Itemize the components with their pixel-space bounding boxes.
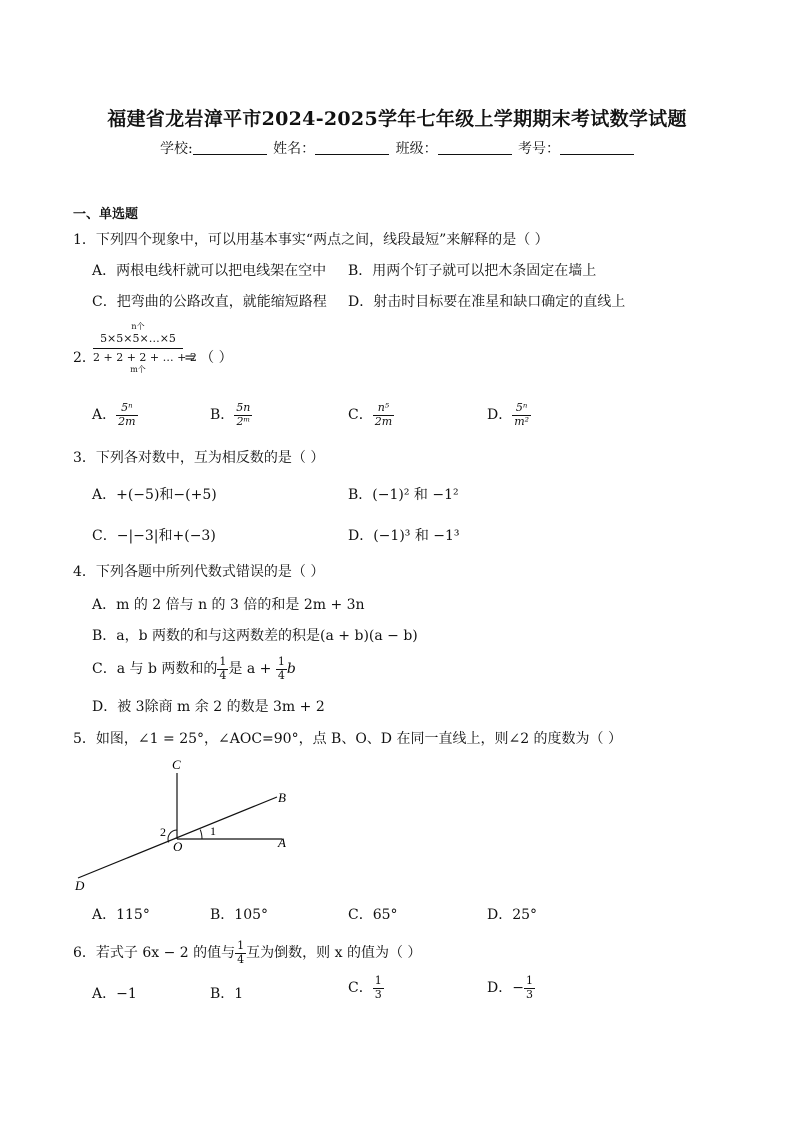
class-label: 班级： xyxy=(395,141,438,157)
q2-numerator-brace-label: n个 xyxy=(131,322,145,331)
q1-option-a: A．两根电线杆就可以把电线架在空中 xyxy=(92,263,327,279)
label-d: D xyxy=(75,878,85,893)
q4-option-b: B．a，b 两数的和与这两数差的积是(a + b)(a − b) xyxy=(92,628,418,644)
question-stem: 下列各题中所列代数式错误的是（ ） xyxy=(95,564,325,580)
school-label: 学校: xyxy=(159,141,193,157)
question-number: 3． xyxy=(73,450,96,466)
page-title: 福建省龙岩漳平市2024-2025学年七年级上学期期末考试数学试题 xyxy=(107,108,687,130)
school-blank xyxy=(193,140,267,155)
q3-option-a: A．+(−5)和−(+5) xyxy=(92,487,217,503)
q5-option-d: D．25° xyxy=(487,907,538,923)
question-number: 5． xyxy=(73,731,96,747)
q2-option-c: C． $\frac{\text{n⁵}}{2m}$ xyxy=(348,401,393,428)
question-2-number: 2． xyxy=(73,350,96,366)
question-3 xyxy=(73,447,324,467)
question-number: 1． xyxy=(73,232,96,248)
label-a: A xyxy=(278,835,286,850)
q3-option-d: D．(−1)³ 和 −1³ xyxy=(348,528,460,544)
q2-fraction xyxy=(93,322,197,375)
label-o: O xyxy=(173,839,183,854)
q2-numerator: 5×5×5×…×5 xyxy=(93,332,183,349)
q2-option-a: A． $\frac{\text{5ⁿ}}{2m}$ xyxy=(92,401,136,428)
q1-option-b: B．用两个钉子就可以把木条固定在墙上 xyxy=(348,263,597,279)
q3-option-b: B．(−1)² 和 −1² xyxy=(348,487,459,503)
question-5 xyxy=(73,728,622,748)
q1-option-c: C．把弯曲的公路改直，就能缩短路程 xyxy=(92,294,327,310)
student-info-line xyxy=(0,138,794,158)
q2-equals: = （ ） xyxy=(184,350,233,366)
question-number: 6． xyxy=(73,945,96,962)
number-blank xyxy=(560,140,634,155)
question-stem: 下列四个现象中，可以用基本事实“两点之间，线段最短”来解释的是（ ） xyxy=(95,232,549,248)
class-blank xyxy=(438,140,512,155)
q6-option-a: A．−1 xyxy=(92,986,137,1002)
q1-option-d: D．射击时目标要在准星和缺口确定的直线上 xyxy=(348,294,626,310)
question-6: 6．若式子 6x − 2 的值与 $\frac{1}{4}$ 互为倒数，则 x 的值为（ ） xyxy=(73,939,422,966)
label-angle-2: 2 xyxy=(160,825,166,839)
q5-option-c: C．65° xyxy=(348,907,398,923)
label-b: B xyxy=(278,790,286,805)
q3-option-c: C．−|−3|和+(−3) xyxy=(92,528,216,544)
q5-option-a: A．115° xyxy=(92,907,150,923)
section-heading: 一、单选题 xyxy=(73,207,139,222)
q2-option-d: D． $\frac{\text{5ⁿ}}{\text{m²}}$ xyxy=(487,401,530,428)
q4-option-c: C．a 与 b 两数和的 $\frac{1}{4}$ 是 a + $\frac{1}{4}$ b xyxy=(92,655,296,682)
q6-option-b: B．1 xyxy=(210,986,244,1002)
q6-option-c: C． $\frac{1}{3}$ xyxy=(348,974,382,1001)
q2-option-b: B． $\frac{5n}{\text{2ᵐ}}$ xyxy=(210,401,251,428)
q2-denominator-brace-label: m个 xyxy=(130,365,146,374)
label-c: C xyxy=(172,757,181,772)
number-label: 考号： xyxy=(518,141,561,157)
question-number: 4． xyxy=(73,564,96,580)
angle-1-arc xyxy=(200,830,202,839)
q5-option-b: B．105° xyxy=(210,907,269,923)
question-4 xyxy=(73,561,324,581)
q4-option-a: A．m 的 2 倍与 n 的 3 倍的和是 2m + 3n xyxy=(92,597,365,613)
name-label: 姓名： xyxy=(273,141,316,157)
q6-option-d: D．− $\frac{1}{3}$ xyxy=(487,974,533,1001)
name-blank xyxy=(315,140,389,155)
question-1 xyxy=(73,229,549,249)
label-angle-1: 1 xyxy=(210,824,216,838)
question-stem: 下列各对数中，互为相反数的是（ ） xyxy=(95,450,325,466)
q4-option-d: D．被 3除商 m 余 2 的数是 3m + 2 xyxy=(92,699,325,715)
angle-figure xyxy=(70,755,300,895)
question-stem: 如图，∠1 = 25°，∠AOC=90°，点 B、O、D 在同一直线上，则∠2 的度数为（ ） xyxy=(95,731,623,747)
q2-denominator: 2 + 2 + 2 + … + 2 xyxy=(93,351,197,364)
